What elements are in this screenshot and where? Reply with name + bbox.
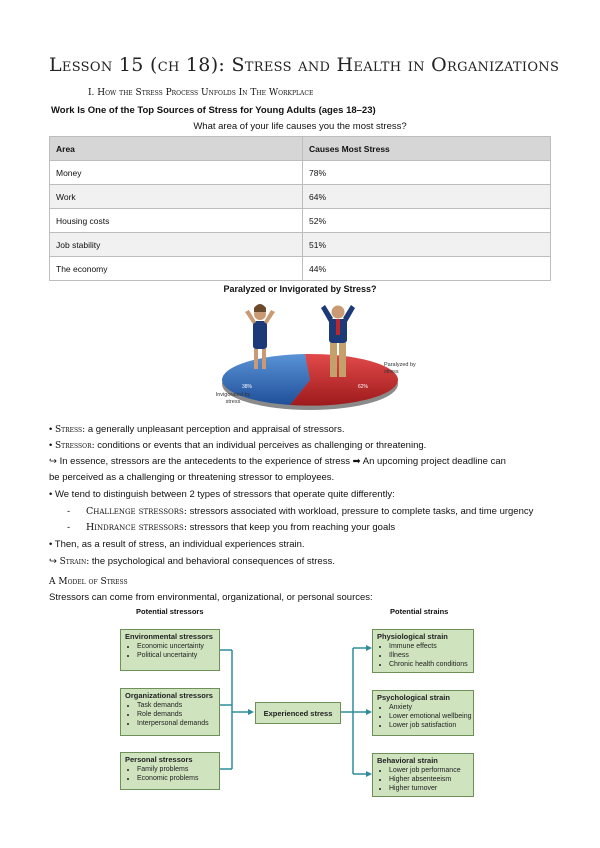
pie-title: Paralyzed or Invigorated by Stress? [223,284,377,294]
then-text: Then, as a result of stress, an individual experiences strain. [54,539,305,550]
list-item: • Illness [389,651,473,660]
list-item: • Interpersonal demands [137,719,219,728]
table-heading: Work Is One of the Top Sources of Stress for Young Adults (ages 18–23) [51,105,376,116]
table-cell: The economy [50,257,303,281]
table-cell: Housing costs [50,209,303,233]
essence-line-2: be perceived as a challenging or threatening stressor to employees. [49,472,335,483]
box-title: Environmental stressors [125,632,213,641]
term-challenge: Challenge stressors: [86,506,187,517]
environmental-stressors-box [120,629,220,671]
box-title: Behavioral strain [377,756,438,765]
def-hindrance: stressors that keep you from reaching your goals [187,522,396,533]
potential-stressors-label: Potential stressors [136,607,204,616]
def-stressor: conditions or events that an individual perceives as challenging or threatening. [94,440,427,451]
organizational-stressors-box [120,688,220,736]
box-title: Psychological strain [377,693,450,702]
bullet-then: • Then, as a result of stress, an individual experiences strain. [49,539,305,550]
sub-bullet-hindrance: - Hindrance stressors: stressors that keep you from reaching your goals [67,522,396,533]
term-strain: Strain: [59,557,90,567]
list-item: • Role demands [137,710,219,719]
list-item: • Family problems [137,765,219,774]
def-stress: a generally unpleasant perception and appraisal of stressors. [85,424,345,435]
list-item: • Economic uncertainty [137,642,219,651]
section-heading: I. How the Stress Process Unfolds In The Workplace [88,88,314,98]
sub-bullet-challenge: - Challenge stressors: stressors associated with workload, pressure to complete tasks, and time urgency [67,506,534,517]
physiological-strain-box [372,629,474,673]
box-title: Physiological strain [377,632,448,641]
table-cell: Job stability [50,233,303,257]
potential-strains-label: Potential strains [390,607,449,616]
box-title: Organizational stressors [125,691,213,700]
table-question: What area of your life causes you the most stress? [193,121,407,132]
list-item: • Lower emotional wellbeing [389,712,473,721]
table-cell: Money [50,161,303,185]
term-stress: Stress: [54,425,86,435]
def-challenge: stressors associated with workload, pressure to complete tasks, and time urgency [187,506,534,517]
list-item: • Economic problems [137,774,219,783]
essence-text-1: In essence, stressors are the antecedents to the experience of stress ➡ An upcoming project deadline can [59,456,506,467]
list-item: • Political uncertainty [137,651,219,660]
types-text: We tend to distinguish between 2 types of stressors that operate quite differently: [54,489,395,500]
model-intro: Stressors can come from environmental, organizational, or personal sources: [49,592,373,603]
bullet-types: • We tend to distinguish between 2 types of stressors that operate quite differently: [49,489,395,500]
list-item: • Lower job satisfaction [389,721,473,730]
list-item: • Immune effects [389,642,473,651]
table-header: Area [50,137,303,161]
table-cell: 51% [303,233,551,257]
def-strain: the psychological and behavioral consequences of stress. [89,556,335,567]
table-cell: Work [50,185,303,209]
bullet-stressor: • Stressor: conditions or events that an individual perceives as challenging or threatening. [49,440,427,451]
table-cell: 52% [303,209,551,233]
pie-value-invigorated: 38% [242,384,253,390]
pie-label-paralyzed: Paralyzed by stress [384,362,416,375]
essence-line-1: ↪ In essence, stressors are the antecedents to the experience of stress ➡ An upcoming project deadline can [49,456,506,467]
term-stressor: Stressor: [54,441,95,451]
bullet-strain: ↪ Strain: the psychological and behavioral consequences of stress. [49,556,335,567]
table-header: Causes Most Stress [303,137,551,161]
table-cell: 44% [303,257,551,281]
list-item: • Chronic health conditions [389,660,473,669]
table-cell: 78% [303,161,551,185]
list-item: • Higher absenteeism [389,775,473,784]
experienced-stress-box [255,702,341,724]
psychological-strain-box [372,690,474,736]
pie-label-invigorated: Invigorated by stress [215,392,251,405]
list-item: • Higher turnover [389,784,473,793]
table-cell: 64% [303,185,551,209]
bullet-stress: • Stress: a generally unpleasant perception and appraisal of stressors. [49,424,345,435]
list-item: • Anxiety [389,703,473,712]
personal-stressors-box [120,752,220,790]
box-title: Personal stressors [125,755,193,764]
pie-value-paralyzed: 62% [358,384,369,390]
experienced-stress-label: Experienced stress [263,708,333,718]
list-item: • Lower job performance [389,766,473,775]
term-hindrance: Hindrance stressors: [86,522,188,533]
model-heading: A Model of Stress [49,577,128,587]
page-title: Lesson 15 (ch 18): Stress and Health in Organizations [49,54,560,76]
behavioral-strain-box [372,753,474,797]
list-item: • Task demands [137,701,219,710]
